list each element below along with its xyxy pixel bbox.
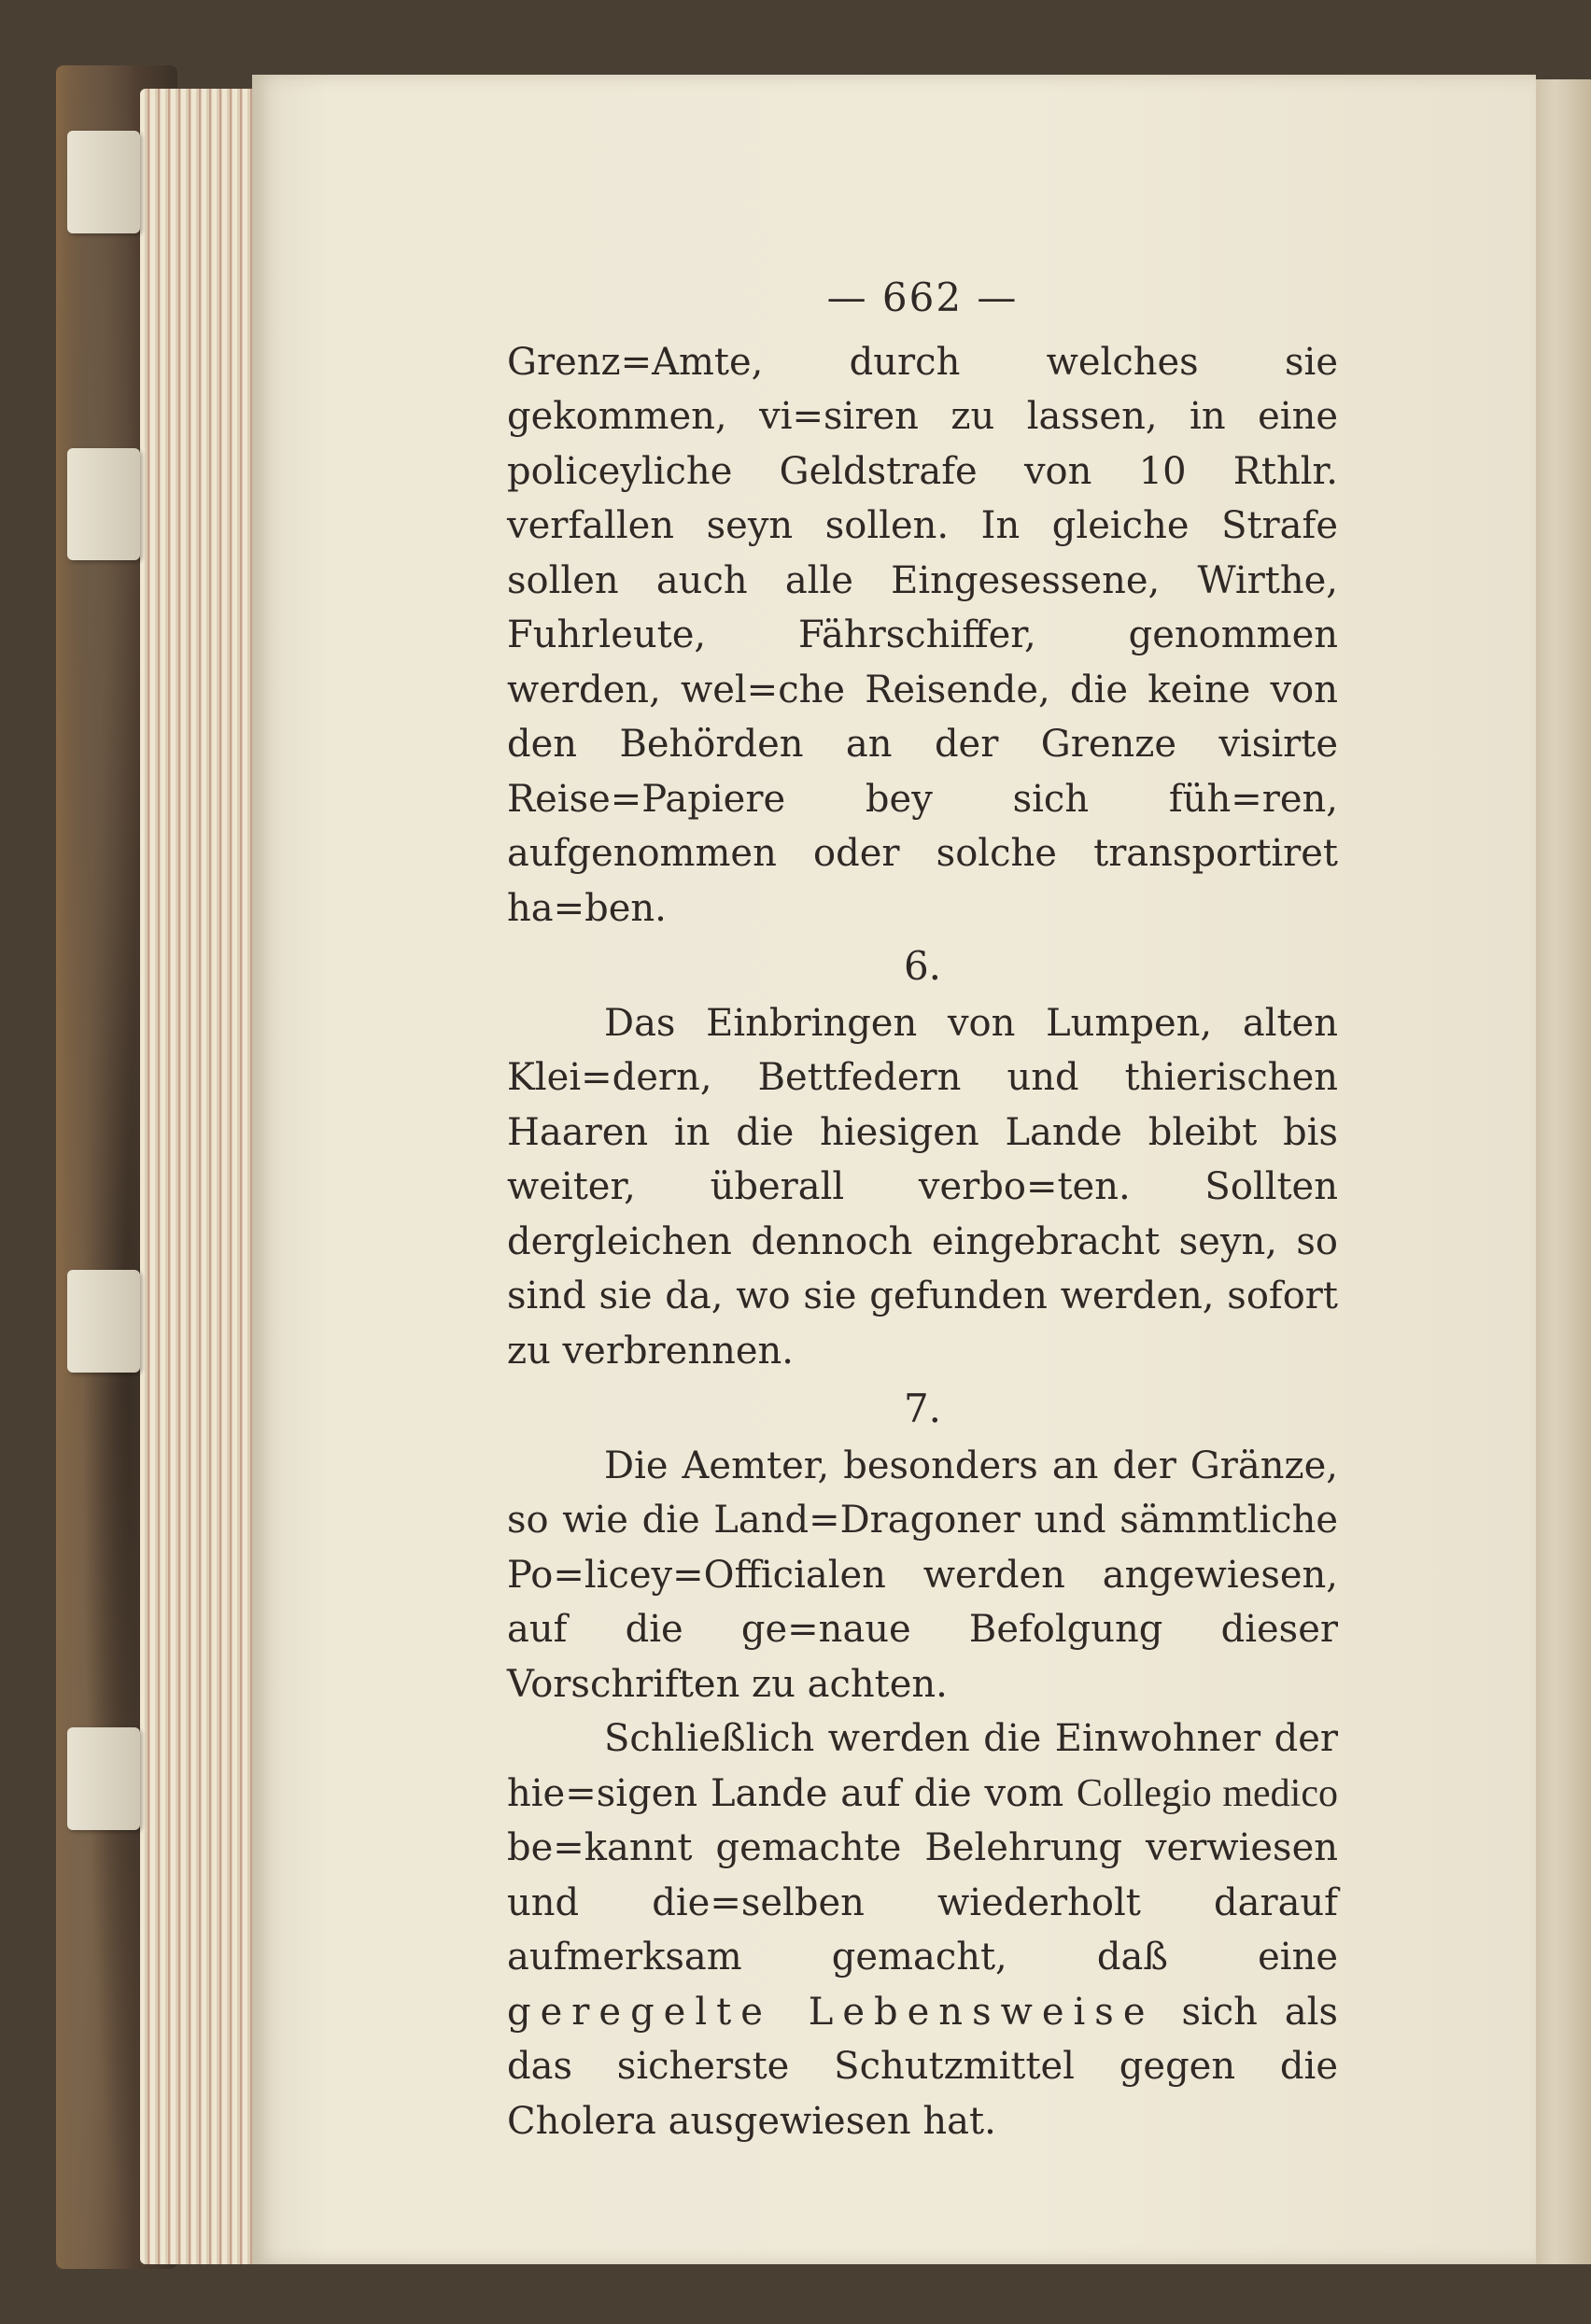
- page-tab: [67, 1270, 140, 1373]
- text-span: sich als das sicherste Schutzmittel gegen die Cholera ausgewiesen hat.: [507, 1990, 1339, 2143]
- paragraph: [507, 1711, 1338, 2148]
- page-content: [507, 271, 1338, 2148]
- paragraph: Das Einbringen von Lumpen, alten Klei=dern, Bettfedern und thierischen Haaren in die hiesigen Lande bleibt bis weiter, überall verbo=ten. Sollten dergleichen dennoch eingebracht seyn, so sind sie da, wo sie gefunden werden, sofort zu verbrennen.: [507, 1001, 1338, 1373]
- paragraph: Die Aemter, besonders an der Gränze, so wie die Land=Dragoner und sämmtliche Po=licey=Officialen werden angewiesen, auf die ge=naue Befolgung dieser Vorschriften zu achten.: [507, 1444, 1338, 1706]
- section-heading: 6.: [903, 943, 942, 989]
- next-page-edge: [1531, 79, 1591, 2264]
- page-tab: [67, 131, 140, 233]
- text-span: be=kannt gemachte Belehrung verwiesen und die=selben wiederholt darauf aufmerksam gemacht, daß eine: [507, 1826, 1338, 1979]
- page-number: — 662 —: [826, 275, 1019, 320]
- emphasized-text: geregelte Lebensweise: [507, 1990, 1155, 2034]
- text-span: Schließlich werden die Einwohner der hie=sigen Lande auf die vom: [507, 1717, 1338, 1815]
- page-tab: [67, 1727, 140, 1830]
- latin-term: Collegio medico: [1077, 1771, 1338, 1815]
- section-heading: 7.: [903, 1386, 942, 1431]
- page-edges: [140, 89, 261, 2264]
- page-tab: [67, 448, 140, 560]
- paragraph: Grenz=Amte, durch welches sie gekommen, vi=siren zu lassen, in eine policeyliche Geldstrafe von 10 Rthlr. verfallen seyn sollen. In gleiche Strafe sollen auch alle Eingesessene, Wirthe, Fuhrleute, Fährschiffer, genommen werden, wel=che Reisende, die keine von den Behörden an der Grenze visirte Reise=Papiere bey sich füh=ren, aufgenommen oder solche transportiret ha=ben.: [507, 340, 1338, 930]
